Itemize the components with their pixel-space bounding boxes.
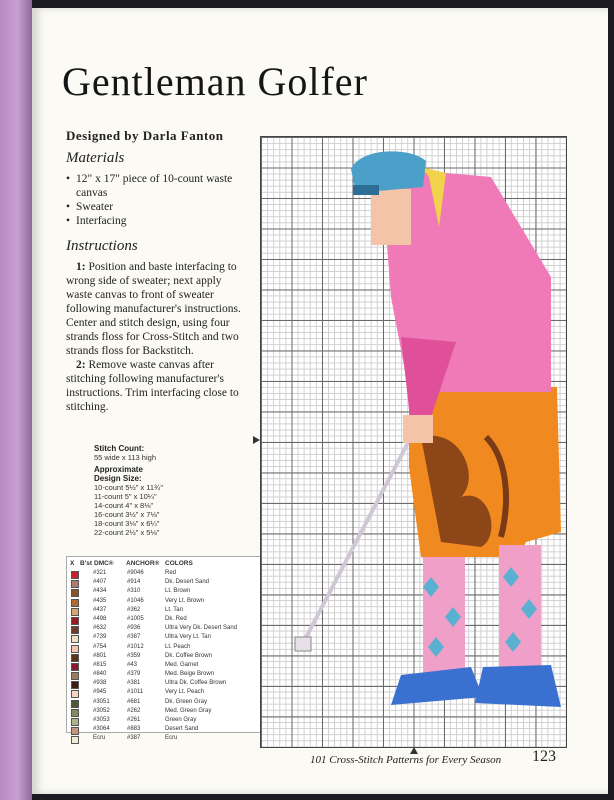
color-swatch	[71, 654, 79, 662]
instructions-heading: Instructions	[66, 238, 138, 254]
hands	[403, 415, 433, 443]
color-name: Dk. Desert Sand	[165, 579, 210, 586]
step-text: Remove waste canvas after stitching following manufacturer's instructions. Trim interfacing close to stitching.	[66, 359, 239, 413]
dmc-code: #739	[93, 634, 107, 641]
anchor-code: #387	[127, 634, 141, 641]
dmc-code: #437	[93, 606, 107, 613]
instructions-body	[66, 260, 242, 414]
center-arrow-left	[253, 436, 260, 444]
left-shoe	[391, 667, 483, 705]
design-size-item: 14-count 4" x 8⅛"	[94, 501, 154, 510]
color-swatch	[71, 690, 79, 698]
color-swatch	[71, 635, 79, 643]
color-key-row	[67, 699, 285, 708]
dmc-code: #3064	[93, 726, 110, 733]
anchor-code: #681	[127, 698, 141, 705]
key-header-bst: B'st	[80, 560, 93, 567]
color-key-row	[67, 588, 285, 597]
color-key-table	[66, 556, 286, 742]
color-name: Red	[165, 570, 177, 576]
key-header-x: X	[70, 560, 75, 567]
color-swatch	[71, 718, 79, 726]
dmc-code: #815	[93, 661, 107, 668]
materials-item: • 12" x 17" piece of 10-count waste canvas	[66, 172, 236, 200]
dmc-code: #945	[93, 689, 107, 696]
book-page	[32, 8, 608, 794]
anchor-code: #43	[127, 661, 138, 668]
design-size-item: 16-count 3½" x 7⅛"	[94, 510, 160, 519]
dmc-code: #321	[93, 570, 107, 576]
key-header-anchor: ANCHOR®	[126, 560, 160, 567]
color-name: Dk. Red	[165, 615, 187, 622]
cap-brim	[353, 185, 379, 195]
color-swatch	[71, 589, 79, 597]
step-text: Position and baste interfacing to wrong side of sweater; next apply waste canvas to front of sweater following manufacturer's instructions. Center and stitch design, using four strands floss for Cross-Stitch and two strands floss for Backstitch.	[66, 261, 241, 357]
color-name: Very Lt. Brown	[165, 597, 205, 604]
color-name: Lt. Peach	[165, 643, 191, 650]
color-swatch	[71, 727, 79, 735]
color-swatch	[71, 645, 79, 653]
color-swatch	[71, 626, 79, 634]
color-name: Dk. Green Gray	[165, 698, 208, 705]
golfer-illustration	[261, 137, 564, 745]
designer-credit: Designed by Darla Fanton	[66, 128, 224, 143]
dmc-code: #407	[93, 579, 107, 586]
club-head	[295, 637, 311, 651]
dmc-code: #3053	[93, 717, 110, 723]
color-key-row	[67, 726, 285, 735]
color-swatch	[71, 736, 79, 744]
color-key-row	[67, 680, 285, 689]
materials-list	[66, 172, 236, 228]
anchor-code: #359	[127, 652, 141, 659]
color-swatch	[71, 608, 79, 616]
anchor-code: #261	[127, 717, 141, 723]
page-title: Gentleman Golfer	[62, 59, 368, 104]
stitch-count-heading: Stitch Count:	[94, 444, 145, 453]
anchor-code: #883	[127, 726, 141, 733]
page-number: 123	[532, 748, 556, 765]
color-swatch	[71, 672, 79, 680]
anchor-code: #310	[127, 588, 141, 595]
stitch-count-block	[94, 444, 164, 537]
color-key-row	[67, 708, 285, 717]
anchor-code: #379	[127, 671, 141, 678]
dmc-code: #498	[93, 615, 107, 622]
anchor-code: #914	[127, 579, 141, 586]
color-swatch	[71, 709, 79, 717]
color-name: Ultra Dk. Coffee Brown	[165, 680, 227, 687]
anchor-code: #936	[127, 625, 141, 632]
design-size-heading: Approximate Design Size:	[94, 465, 143, 483]
dmc-code: #938	[93, 680, 107, 687]
color-swatch	[71, 663, 79, 671]
color-key-row	[67, 671, 285, 680]
color-name: Med. Garnet	[165, 661, 199, 668]
color-key-row	[67, 616, 285, 625]
color-name: Med. Green Gray	[165, 707, 212, 714]
color-name: Ultra Very Lt. Tan	[165, 634, 211, 641]
color-name: Dk. Coffee Brown	[165, 652, 212, 659]
color-swatch	[71, 580, 79, 588]
design-size-item: 11-count 5" x 10¼"	[94, 492, 157, 501]
color-key-row	[67, 662, 285, 671]
color-key-row	[67, 689, 285, 698]
design-size-item: 18-count 3⅛" x 6¼"	[94, 519, 160, 528]
dmc-code: #840	[93, 671, 107, 678]
anchor-code: #1012	[127, 643, 144, 650]
color-key-row	[67, 653, 285, 662]
color-key-row	[67, 579, 285, 588]
key-header-dmc: DMC®	[94, 560, 114, 567]
materials-item: • Sweater	[66, 200, 236, 214]
club-shaft	[301, 437, 411, 647]
color-key-row	[67, 570, 285, 579]
color-name: Green Gray	[165, 717, 197, 723]
anchor-code: #9046	[127, 570, 144, 576]
anchor-code: #1005	[127, 615, 144, 622]
footer-caption: 101 Cross-Stitch Patterns for Every Season	[310, 754, 502, 766]
color-name: Med. Beige Brown	[165, 671, 215, 678]
color-swatch	[71, 617, 79, 625]
anchor-code: #1011	[127, 689, 144, 696]
center-arrow-bottom	[410, 747, 418, 754]
dmc-code: #632	[93, 625, 107, 632]
dmc-code: Ecru	[93, 735, 106, 742]
color-key-row	[67, 634, 285, 643]
design-size-item: 10-count 5½" x 11¾"	[94, 483, 163, 492]
color-name: Ultra Very Dk. Desert Sand	[165, 625, 238, 632]
anchor-code: #387	[127, 735, 141, 742]
color-name: Ecru	[165, 735, 178, 742]
color-swatch	[71, 571, 79, 579]
dmc-code: #754	[93, 643, 107, 650]
step-number: 1:	[76, 261, 86, 273]
color-key-rows	[67, 570, 285, 745]
right-shoe	[475, 665, 561, 707]
color-swatch	[71, 700, 79, 708]
anchor-code: #262	[127, 707, 141, 714]
anchor-code: #1046	[127, 597, 144, 604]
dmc-code: #435	[93, 597, 107, 604]
dmc-code: #801	[93, 652, 107, 659]
color-name: Lt. Brown	[165, 588, 191, 595]
color-key-row	[67, 735, 285, 744]
dmc-code: #3051	[93, 698, 110, 705]
color-key-row	[67, 644, 285, 653]
step-number: 2:	[76, 359, 86, 371]
dmc-code: #3052	[93, 707, 110, 714]
color-key-row	[67, 625, 285, 634]
color-name: Desert Sand	[165, 726, 199, 733]
color-name: Very Lt. Peach	[165, 689, 205, 696]
face	[371, 189, 411, 245]
materials-heading: Materials	[66, 150, 125, 166]
color-key-row	[67, 607, 285, 616]
dmc-code: #434	[93, 588, 107, 595]
color-key-row	[67, 598, 285, 607]
color-swatch	[71, 681, 79, 689]
color-name: Lt. Tan	[165, 606, 183, 613]
design-size-item: 22-count 2½" x 5⅛"	[94, 528, 160, 537]
color-key-row	[67, 717, 285, 726]
key-header-colors: COLORS	[165, 560, 193, 567]
anchor-code: #381	[127, 680, 141, 687]
anchor-code: #362	[127, 606, 141, 613]
book-spine	[0, 0, 32, 800]
stitch-count-value: 55 wide x 113 high	[94, 453, 156, 462]
color-swatch	[71, 599, 79, 607]
materials-item: • Interfacing	[66, 214, 236, 228]
